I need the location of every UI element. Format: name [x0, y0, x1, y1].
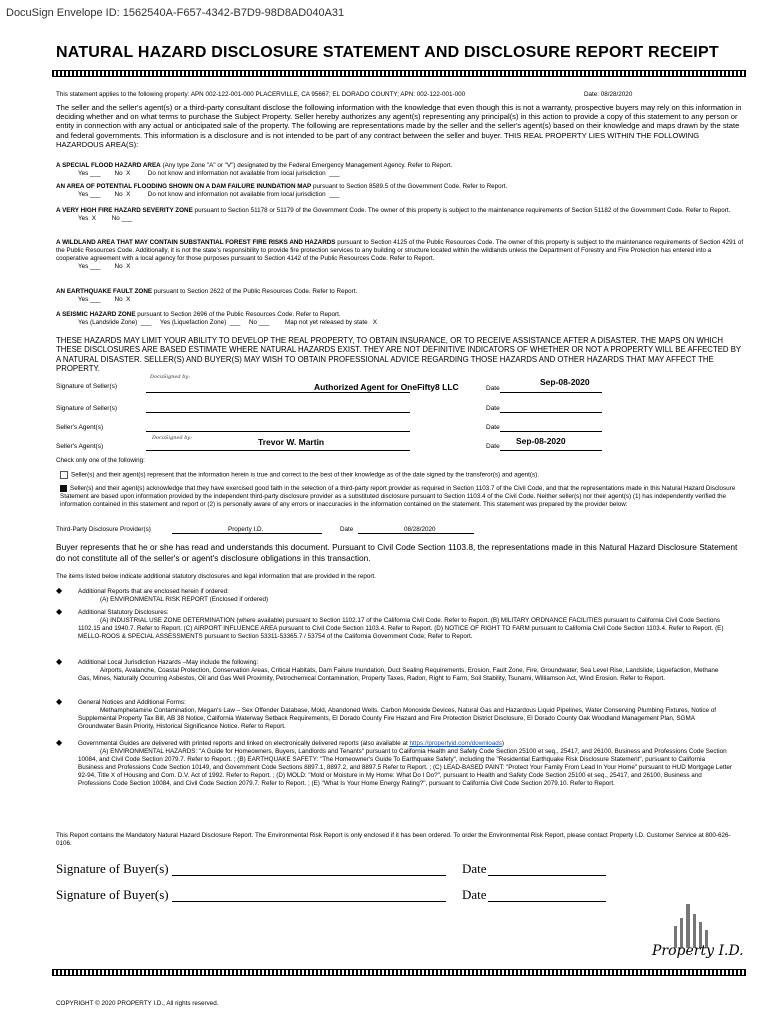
- docusign-tag: DocuSigned by:: [152, 435, 192, 441]
- hazard-text: pursuant to Section 2696 of the Public Resources Code. Refer to Report.: [135, 311, 341, 318]
- buyer-date-line[interactable]: [488, 875, 606, 876]
- provider-date-label: Date: [340, 526, 354, 533]
- seller-signature-value: Authorized Agent for OneFifty8 LLC: [314, 382, 459, 392]
- check-option-2-text: Seller(s) and their agent(s) acknowledge that they have exercised good faith in the selection of a third-party report provider as required in Section 1103.7 of the Civil Code, and that the representations made in this Natural Hazard Disclosure Statement are based upon information provided by the independent third-party disclosure provider as a substituted disclosure pursuant to Section 1103.4 of the Civil Code. Neither seller(s) nor their agent(s) (1) has independently verified the information contained in this statement and report or (2) is personally aware of any errors or inaccuracies in the information contained on the statement. This statement was prepared by the provider below:: [60, 485, 736, 509]
- item-body: Airports, Avalanche, Coastal Protection, Conservation Areas, Critical Habitats, Dam Failure Inundation, Duct Sealing Requirements, Erosion, Fault Zone, Fire, Groundwater, Sea Level Rise, Landslide, Liquefaction, Methane Gas, Mines, Naturally Occurring Asbestos, Oil and Gas Well Proximity, Petrochemical Contamination, Property Taxes, Radon, Right to Farm, Soil Stability, Tsunami, Williamson Act, Wind Erosion. Refer to Report.: [78, 667, 719, 682]
- buyer-signature-line-2[interactable]: [172, 901, 446, 902]
- hazard-text: pursuant to Section 51178 or 51179 of the Government Code. The owner of this property is subject to the maintenance requirements of Section 51182 of the Government Code. Refer to Report.: [192, 207, 731, 214]
- checkbox-unchecked[interactable]: [60, 471, 68, 479]
- seller-date-value: Sep-08-2020: [540, 377, 590, 387]
- seller-date-line[interactable]: [500, 392, 602, 393]
- check-option-2: [60, 485, 744, 509]
- buyer-statement: Buyer represents that he or she has read and understands this document. Pursuant to Civil Code Section 1103.8, the representations made in this Natural Hazard Disclosure Statement do not constitute all of the seller's or agent's disclosure obligations in this transaction.: [56, 542, 738, 563]
- hazard-earthquake: [56, 288, 744, 304]
- hazard-answer: Yes ___ No X: [78, 296, 131, 303]
- bullet-icon: ◆: [56, 657, 63, 666]
- hazard-heading: A VERY HIGH FIRE HAZARD SEVERITY ZONE: [56, 207, 193, 214]
- seller-signature-label-2: Signature of Seller(s): [56, 405, 118, 412]
- copyright: COPYRIGHT © 2020 PROPERTY I.D., All rights reserved.: [56, 1000, 219, 1007]
- property-date: Date: 08/28/2020: [584, 91, 633, 98]
- items-intro: The items listed below indicate additional statutory disclosures and legal information that are provided in the report.: [56, 573, 376, 580]
- hazard-wildland: [56, 239, 744, 271]
- intro-paragraph: The seller and the seller's agent(s) or a third-party consultant disclose the following information with the knowledge that even though this is not a warranty, prospective buyers may rely on this information in deciding whether and on what terms to purchase the Subject Property. Seller hereby authorizes any agent(s) representing any principal(s) in this action to provide a copy of this statement to any person or entity in connection with any actual or anticipated sale of the property. The following are representations made by the seller and the seller's agent(s) based on their knowledge and maps drawn by the state and federal governments. This information is a disclosure and is not intended to be part of any contract between the seller and buyer. THIS REAL PROPERTY LIES WITHIN THE FOLLOWING HAZARDOUS AREA(S):: [56, 103, 742, 149]
- provider-label: Third-Party Disclosure Provider(s): [56, 526, 151, 533]
- item-statutory: [56, 609, 732, 641]
- item-body: (A) ENVIRONMENTAL RISK REPORT (Enclosed if ordered): [100, 596, 269, 603]
- hazard-answer: Yes ___ No X Do not know and information not available from local jurisdiction ___: [78, 170, 340, 177]
- sellers-agent-label: Seller's Agent(s): [56, 424, 104, 431]
- bullet-icon: ◆: [56, 697, 63, 706]
- page-title: NATURAL HAZARD DISCLOSURE STATEMENT AND DISCLOSURE REPORT RECEIPT: [56, 44, 719, 61]
- item-local: [56, 659, 732, 683]
- report-note: This Report contains the Mandatory Natural Hazard Disclosure Report. The Environmental Risk Report is only enclosed if it has been ordered. To order the Environmental Risk Report, please contact Property I.D. Customer Service at 800-626-0106.: [56, 832, 731, 847]
- provider-date: 08/28/2020: [404, 526, 436, 533]
- buyer-date-label-2: Date: [462, 887, 487, 902]
- hazard-heading: A SPECIAL FLOOD HAZARD AREA: [56, 162, 161, 169]
- check-option-1-text: Seller(s) and their agent(s) represent that the information herein is true and correct to the best of their knowledge as of the date signed by the transferor(s) and agent(s).: [71, 471, 539, 479]
- item-reports: [56, 588, 744, 604]
- seller-signature-label: Signature of Seller(s): [56, 383, 118, 390]
- agent-signature-value: Trevor W. Martin: [258, 437, 325, 447]
- hazard-fire: [56, 207, 744, 223]
- downloads-link[interactable]: https://propertyid.com/downloads: [409, 740, 502, 747]
- date-label: Date: [486, 385, 500, 392]
- check-option-1: [60, 471, 744, 480]
- hazard-dam: [56, 183, 744, 199]
- docusign-tag: DocuSigned by:: [150, 374, 190, 380]
- item-head: Governmental Guides are delivered with printed reports and linked on electronically delivered reports (also available at https://propertyid.com/downloads): [78, 740, 504, 747]
- buyer-date-line-2[interactable]: [488, 901, 606, 902]
- property-line: This statement applies to the following property: APN 002-122-001-000 PLACERVILLE, CA 95667; EL DORADO COUNTY; APN: 002-122-001-000: [56, 91, 466, 98]
- hazard-answer: Yes ___ No X Do not know and information not available from local jurisdiction ___: [78, 191, 340, 198]
- hazard-heading: AN AREA OF POTENTIAL FLOODING SHOWN ON A DAM FAILURE INUNDATION MAP: [56, 183, 312, 190]
- date-label: Date: [486, 405, 500, 412]
- item-body: (A) ENVIRONMENTAL HAZARDS: "A Guide for Homeowners, Buyers, Landlords and Tenants" pursuant to California Health and Safety Code Section 25100 et seq., 25417, and 26100, Business and Professions Code Section 10084, and Civil Code Section 2079.7. Refer to Report. ; (B) EARTHQUAKE SAFETY: "The Homeowner's Guide To Earthquake Safety", including the "Residential Earthquake Risk Disclosure Statement", pursuant to California Business and Professions Code Section 10149, and Government Code Sections 8897.1, 8897.2, and 8897.5 Refer to Report. ; (C) LEAD-BASED PAINT: "Protect Your Family From Lead In Your Home" pursuant to HUD Mortgage Letter 92-94, Title X of Housing and Com. D.V. Act of 1992. Refer to Report. ; (D) MOLD: "Mold or Moisture in My Home: What Do I Do?", pursuant to Health and Safety Code Section 25100 et seq., 25417, and 26100, Business and Professions Code Section 10084, and Civil Code Section 2079.7. Refer to Report. ; (E) "What Is Your Home Energy Rating?", pursuant to California Civil Code Section 2079.10. Refer to Report.: [78, 748, 732, 787]
- item-head: Additional Statutory Disclosures:: [78, 609, 169, 616]
- hazard-text: pursuant to Section 4125 of the Public Resources Code. The owner of this property is subject to the maintenance requirements of Section 4291 of the Public Resources Code. Additionally, it is not the state's responsibility to provide fire protection services to any building or structure located within the wildlands unless the Department of Forestry and Fire Protection has entered into a cooperative agreement with a local agency for those purposes pursuant to Section 4142 of the Public Resources Code. Refer to Report.: [56, 239, 744, 262]
- warning-paragraph: THESE HAZARDS MAY LIMIT YOUR ABILITY TO DEVELOP THE REAL PROPERTY, TO OBTAIN INSURANCE, OR TO RECEIVE ASSISTANCE AFTER A DISASTER. THE MAPS ON WHICH THESE DISCLOSURES ARE BASED ESTIMATE WHERE NATURAL HAZARDS EXIST. THEY ARE NOT DEFINITIVE INDICATORS OF WHETHER OR NOT A PROPERTY WILL BE AFFECTED BY A NATURAL DISASTER. SELLER(S) AND BUYER(S) MAY WISH TO OBTAIN PROFESSIONAL ADVICE REGARDING THOSE HAZARDS AND OTHER HAZARDS THAT MAY AFFECT THE PROPERTY.: [56, 336, 741, 373]
- hazard-heading: A SEISMIC HAZARD ZONE: [56, 311, 136, 318]
- item-head: General Notices and Additional Forms:: [78, 699, 186, 706]
- item-guides: [56, 740, 732, 788]
- bullet-icon: ◆: [56, 586, 63, 595]
- date-label: Date: [486, 424, 500, 431]
- agent-date-value: Sep-08-2020: [516, 436, 566, 446]
- item-general: [56, 699, 732, 731]
- checkbox-checked[interactable]: [60, 485, 67, 492]
- buyer-signature-label: Signature of Buyer(s): [56, 861, 169, 876]
- envelope-id: DocuSign Envelope ID: 1562540A-F657-4342-B7D9-98D8AD040A31: [6, 7, 345, 19]
- seller-date-line-2[interactable]: [500, 412, 602, 413]
- property-id-logo-icon: [672, 904, 712, 948]
- agent-signature-line[interactable]: [146, 431, 410, 432]
- bullet-icon: ◆: [56, 738, 63, 747]
- buyer-date-label: Date: [462, 861, 487, 876]
- top-rule: [52, 70, 746, 77]
- seller-signature-line-2[interactable]: [146, 412, 410, 413]
- item-body: (A) INDUSTRIAL USE ZONE DETERMINATION (where available) pursuant to Section 1102.17 of the California Civil Code. Refer to Report. (B) MILITARY ORDNANCE FACILITIES pursuant to California Civil Code Sections 1102.15 and 1940.7. Refer to Report. (C) AIRPORT INFLUENCE AREA pursuant to Civil Code Section 1103.4. Refer to Report. (D) NOTICE OF RIGHT TO FARM pursuant to California Civil Code Section 1103.4. Refer to Report. (E) MELLO-ROOS & SPECIAL ASSESSMENTS pursuant to Section 53311-53365.7 / 53754 of the California Government Code; Refer to Report.: [78, 617, 724, 640]
- date-label: Date: [486, 443, 500, 450]
- hazard-text: pursuant to Section 8589.5 of the Government Code. Refer to Report.: [311, 183, 508, 190]
- agent-date-line[interactable]: [500, 431, 602, 432]
- hazard-text: (Any type Zone "A" or "V") designated by the Federal Emergency Management Agency. Refer to Report.: [160, 162, 453, 169]
- item-body: Methamphetamine Contamination, Megan's Law – Sex Offender Database, Mold, Abandoned Wells. Carbon Monoxide Devices, Natural Gas and Hazardous Liquid Pipelines, Water Conserving Plumbing Fixtures, Notice of Supplemental Property Tax Bill, AB 38 Notice, California Waterway Setback Requirements, El Dorado County Fire Hazard and Fire Protection District Disclosure, El Dorado County Oak Woodland Management Plan, SGMA Groundwater Basin Priority, Historical Significance Notice. Refer to Report.: [78, 707, 717, 730]
- item-head: Additional Reports that are enclosed herein if ordered:: [78, 588, 229, 595]
- agent-signature-line-2[interactable]: [146, 450, 410, 451]
- hazard-heading: AN EARTHQUAKE FAULT ZONE: [56, 288, 153, 295]
- hazard-text: pursuant to Section 2622 of the Public Resources Code. Refer to Report.: [152, 288, 358, 295]
- check-intro: Check only one of the following:: [56, 457, 145, 464]
- sellers-agent-label-2: Seller's Agent(s): [56, 443, 104, 450]
- bullet-icon: ◆: [56, 607, 63, 616]
- buyer-signature-line[interactable]: [172, 875, 446, 876]
- logo-text: Property I.D.: [652, 943, 744, 959]
- hazard-answer: Yes (Landslide Zone) ___ Yes (Liquefaction Zone) ___ No ___ Map not yet released by state X: [78, 319, 378, 326]
- buyer-signature-label-2: Signature of Buyer(s): [56, 887, 169, 902]
- hazard-answer: Yes X No ___: [78, 215, 133, 222]
- item-head: Additional Local Jurisdiction Hazards –May include the following:: [78, 659, 259, 666]
- bottom-rule: [52, 969, 746, 976]
- agent-date-line-2[interactable]: [500, 450, 602, 451]
- hazard-flood: [56, 162, 744, 178]
- hazard-heading: A WILDLAND AREA THAT MAY CONTAIN SUBSTANTIAL FOREST FIRE RISKS AND HAZARDS: [56, 239, 336, 246]
- provider-name: Property I.D.: [228, 526, 264, 533]
- hazard-seismic: [56, 311, 744, 327]
- hazard-answer: Yes ___ No X: [78, 263, 131, 270]
